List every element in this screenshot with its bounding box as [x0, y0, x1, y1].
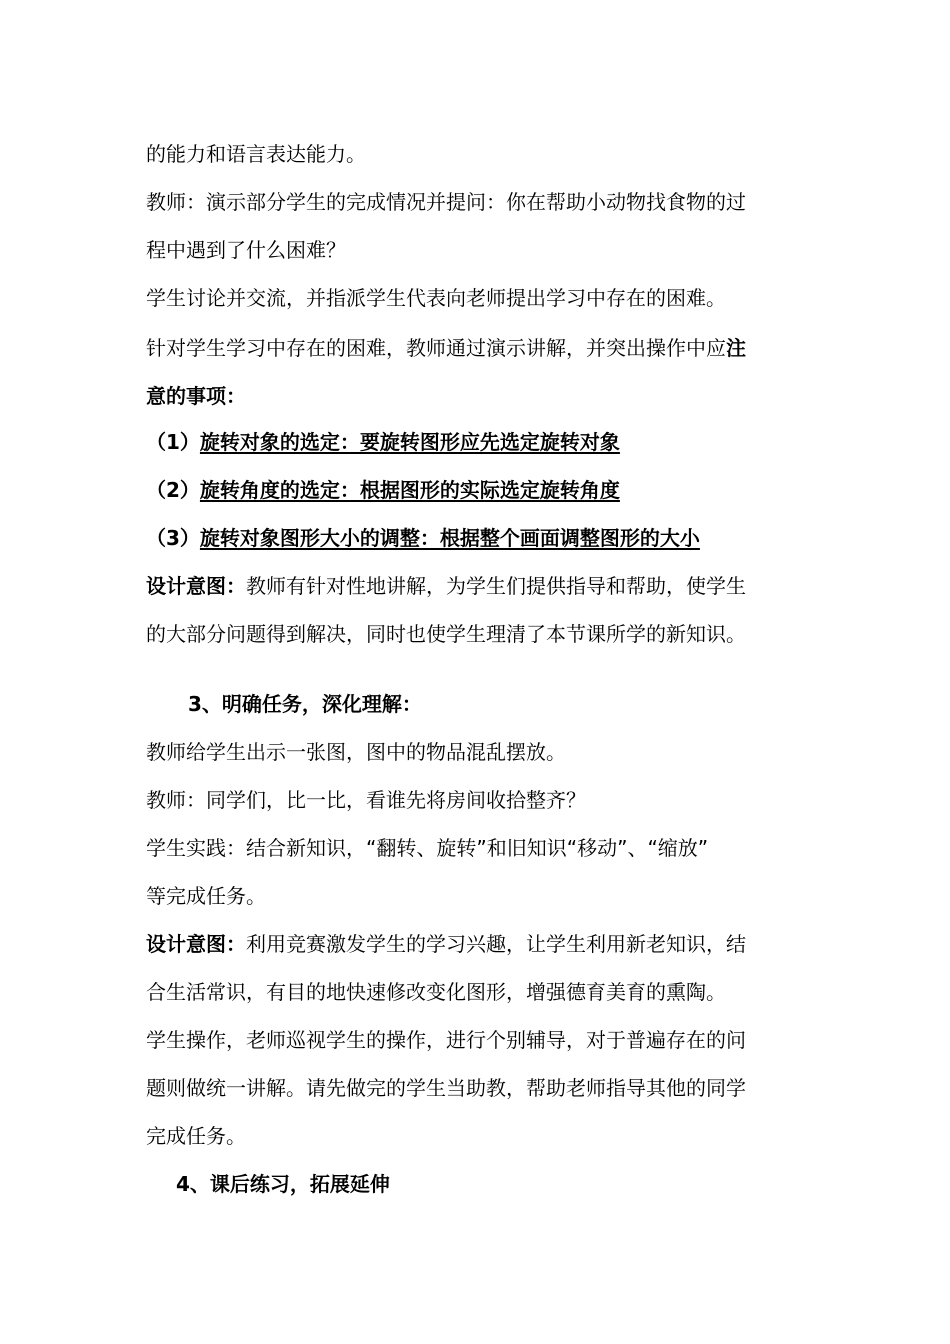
- text: 教师有针对性地讲解，为学生们提供指导和帮助，使学生: [246, 574, 746, 598]
- text: 利用竞赛激发学生的学习兴趣，让学生利用新老知识，结: [246, 932, 746, 956]
- paragraph-line: [146, 188, 826, 216]
- point-text: 旋转对象的选定：要旋转图形应先选定旋转对象: [199, 430, 620, 454]
- paragraph-line: [146, 1026, 826, 1054]
- text: 等完成任务。: [146, 884, 266, 908]
- paragraph-line: [146, 834, 826, 862]
- heading-text: 3、明确任务，深化理解：: [188, 692, 422, 716]
- text: 学生操作，老师巡视学生的操作，进行个别辅导，对于普遍存在的问: [146, 1028, 746, 1052]
- text: 合生活常识，有目的地快速修改变化图形，增强德育美育的熏陶。: [146, 980, 726, 1004]
- paragraph-line: [146, 1074, 826, 1102]
- paragraph-line: [146, 334, 826, 362]
- point-number: （1）: [146, 430, 200, 454]
- paragraph-line: [146, 978, 826, 1006]
- design-intent-label: 设计意图：: [146, 574, 246, 598]
- text: 程中遇到了什么困难？: [146, 238, 346, 262]
- text: 针对学生学习中存在的困难，教师通过演示讲解，并突出操作中应: [146, 336, 726, 360]
- text: 的大部分问题得到解决，同时也使学生理清了本节课所学的新知识。: [146, 622, 746, 646]
- paragraph-line: [146, 236, 826, 264]
- text: 学生讨论并交流，并指派学生代表向老师提出学习中存在的困难。: [146, 286, 726, 310]
- section-heading-3: [188, 690, 868, 718]
- heading-text: 4、课后练习，拓展延伸: [176, 1172, 390, 1196]
- paragraph-line: [146, 1122, 826, 1150]
- paragraph-line: [146, 620, 826, 648]
- point-item-3: [146, 524, 826, 552]
- bold-text: 注: [726, 336, 746, 360]
- point-text: 旋转对象图形大小的调整：根据整个画面调整图形的大小: [199, 526, 700, 550]
- text: 题则做统一讲解。请先做完的学生当助教，帮助老师指导其他的同学: [146, 1076, 746, 1100]
- paragraph-line: [146, 140, 826, 168]
- paragraph-line: [146, 882, 826, 910]
- point-number: （3）: [146, 526, 200, 550]
- paragraph-line: [146, 284, 826, 312]
- text: 学生实践：结合新知识，“翻转、旋转”和旧知识“移动”、“缩放”: [146, 836, 709, 860]
- point-number: （2）: [146, 478, 200, 502]
- text: 完成任务。: [146, 1124, 246, 1148]
- paragraph-line: [146, 738, 826, 766]
- section-heading-4: [176, 1170, 856, 1198]
- text: 教师给学生出示一张图，图中的物品混乱摆放。: [146, 740, 566, 764]
- design-intent-line: [146, 930, 826, 958]
- text: 教师：演示部分学生的完成情况并提问：你在帮助小动物找食物的过: [146, 190, 746, 214]
- paragraph-line: [146, 382, 826, 410]
- bold-text: 意的事项：: [146, 384, 246, 408]
- text: 教师：同学们，比一比，看谁先将房间收拾整齐？: [146, 788, 586, 812]
- text: 的能力和语言表达能力。: [146, 142, 366, 166]
- point-text: 旋转角度的选定：根据图形的实际选定旋转角度: [199, 478, 620, 502]
- point-item-1: [146, 428, 826, 456]
- point-item-2: [146, 476, 826, 504]
- design-intent-label: 设计意图：: [146, 932, 246, 956]
- paragraph-line: [146, 786, 826, 814]
- design-intent-line: [146, 572, 826, 600]
